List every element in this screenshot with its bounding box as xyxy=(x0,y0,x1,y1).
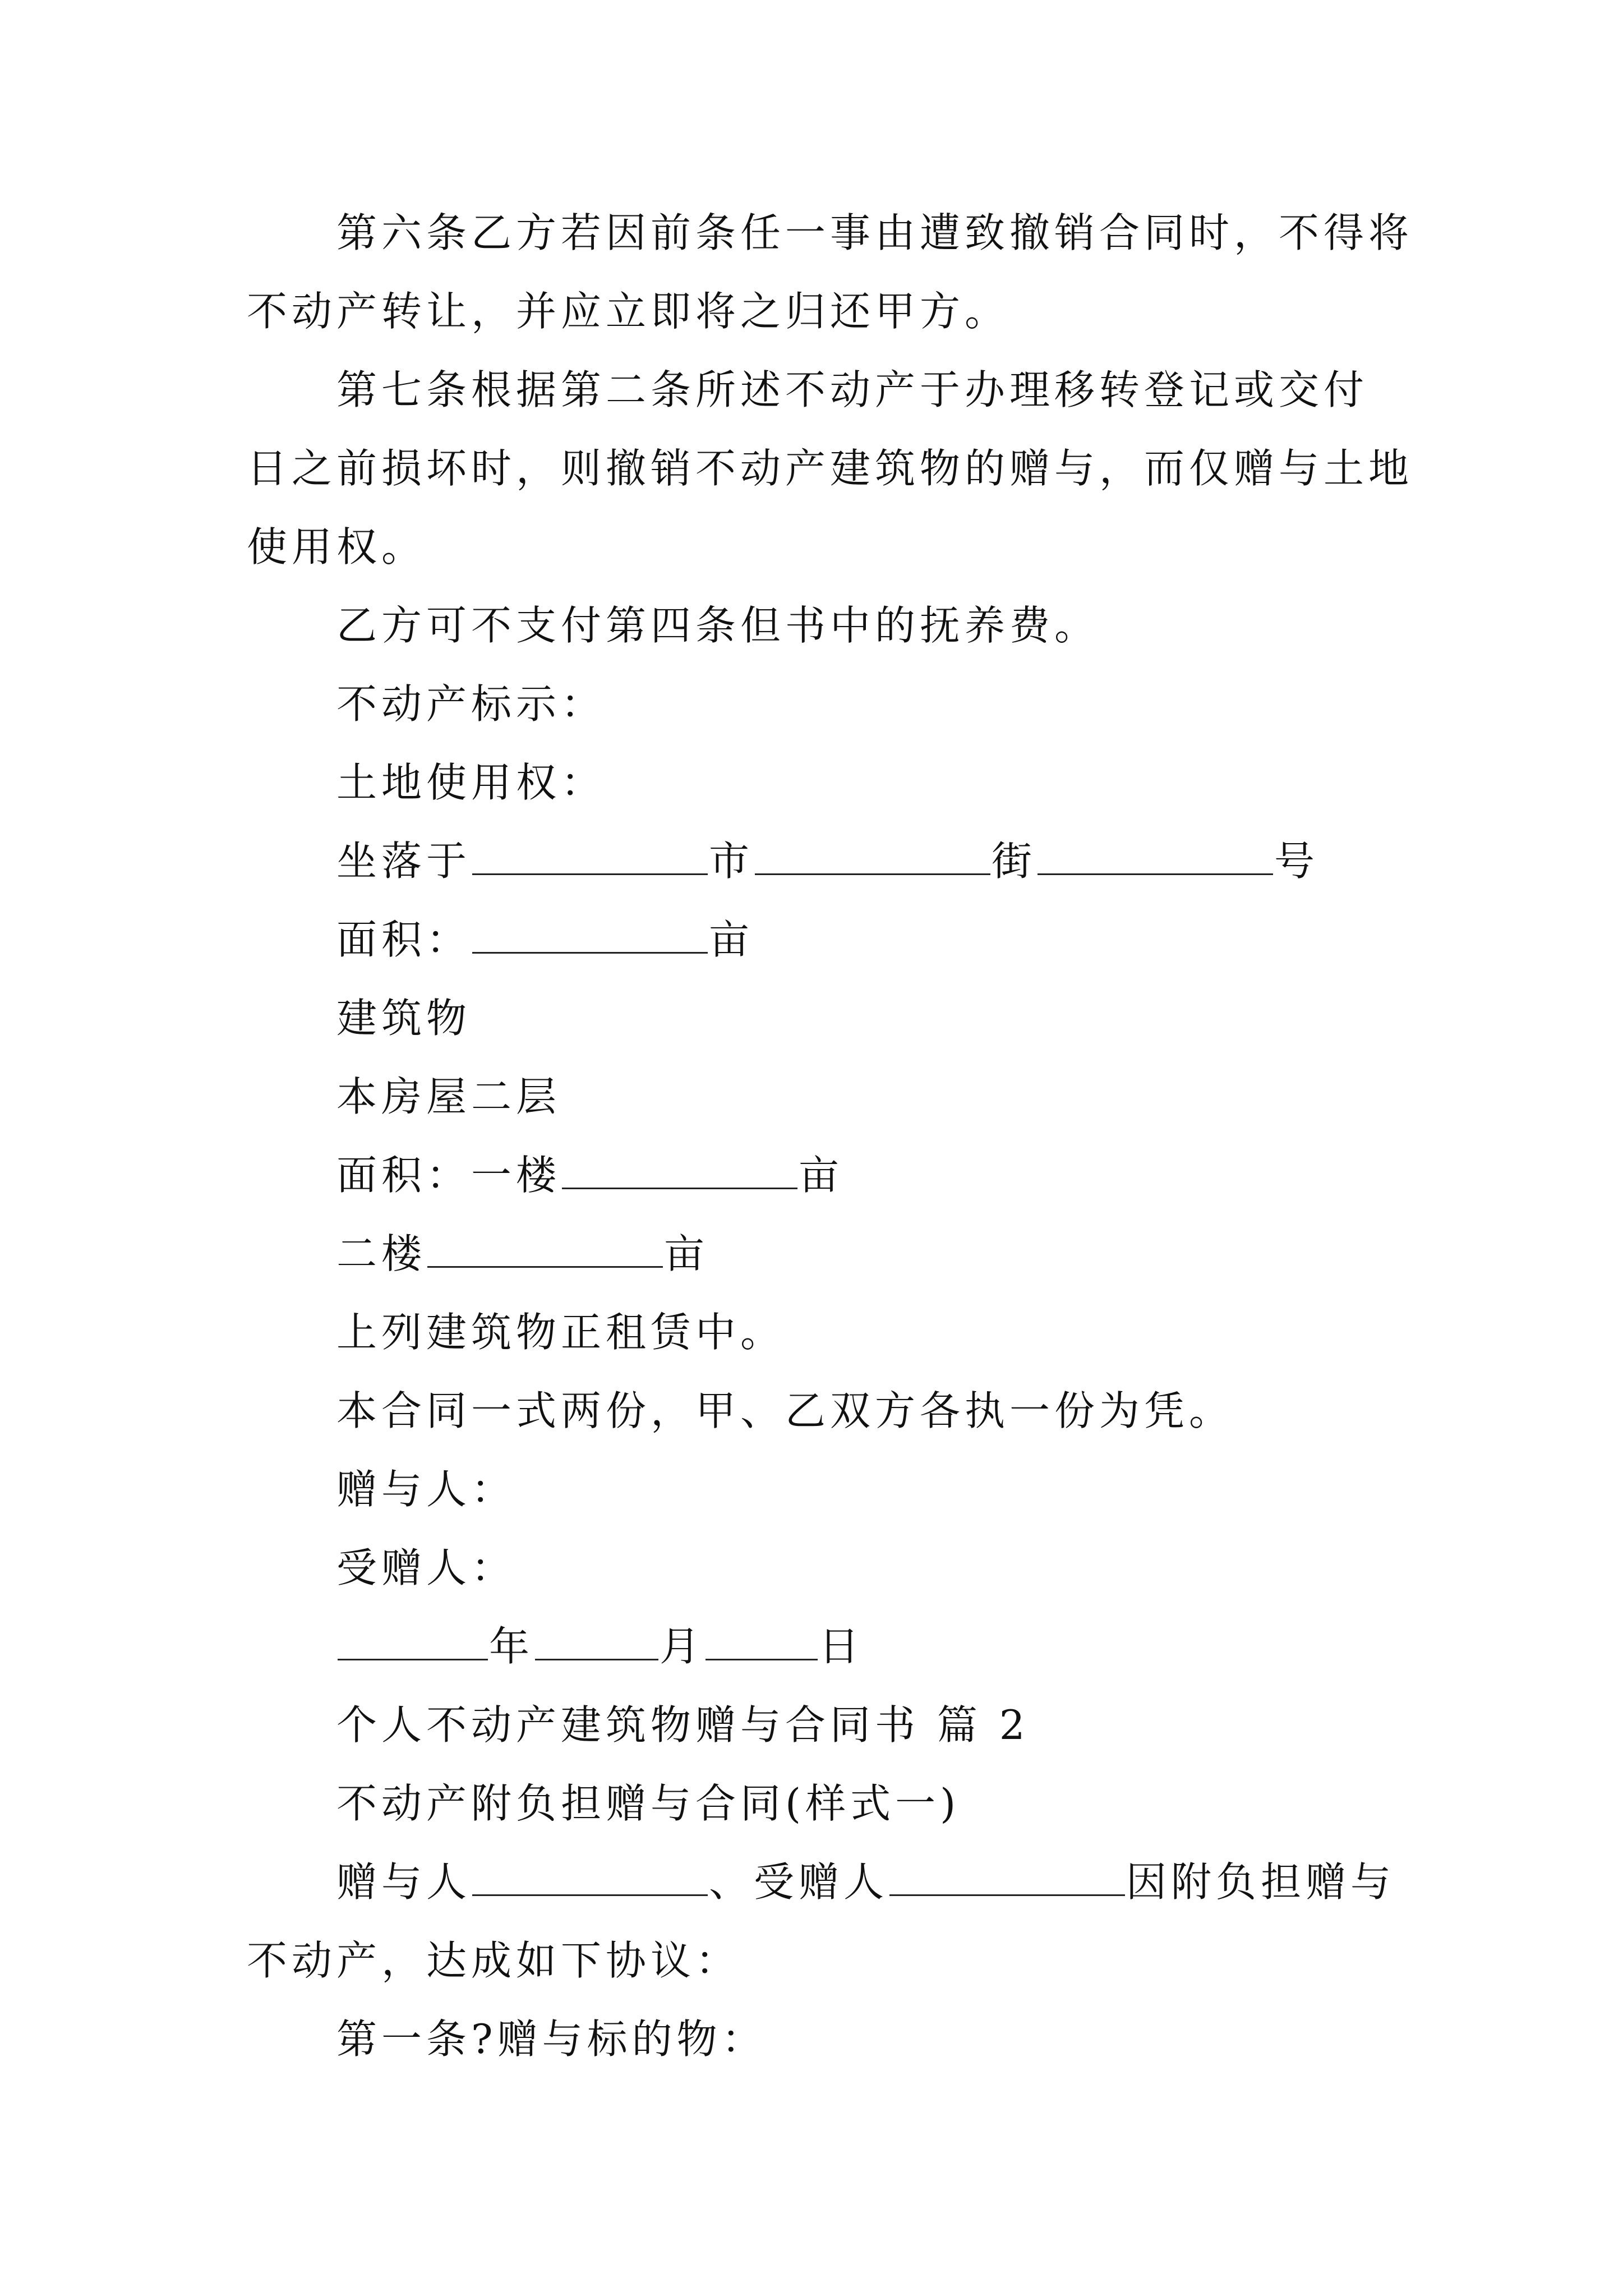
floor-2-unit: 亩 xyxy=(664,1230,709,1277)
floor-1-unit: 亩 xyxy=(799,1152,844,1199)
floor-1-label: 面积：一楼 xyxy=(336,1152,561,1199)
property-heading: 不动产标示： xyxy=(336,680,606,728)
street-blank xyxy=(755,839,990,875)
article-6-line-1: 第六条乙方若因前条任一事由遭致撤销合同时，不得将 xyxy=(336,209,1414,256)
article-7-note: 乙方可不支付第四条但书中的抚养费。 xyxy=(336,602,1100,649)
section-2-subtitle: 不动产附负担赠与合同(样式一) xyxy=(336,1780,961,1827)
month-label: 月 xyxy=(660,1623,705,1670)
intro-tail: 因附负担赠与 xyxy=(1126,1858,1396,1906)
article-1-heading: 第一条?赠与标的物： xyxy=(336,2016,767,2063)
intro-donor-label: 赠与人 xyxy=(336,1858,472,1906)
intro-donee-blank xyxy=(889,1860,1125,1896)
floor-1-blank xyxy=(562,1153,797,1189)
location-street-label: 街 xyxy=(992,838,1037,885)
land-area-blank xyxy=(472,917,708,954)
floor-2-blank xyxy=(427,1231,663,1268)
location-city-label: 市 xyxy=(709,838,754,885)
month-blank xyxy=(535,1624,658,1660)
city-blank xyxy=(472,839,708,875)
year-label: 年 xyxy=(489,1623,534,1670)
building-heading: 建筑物 xyxy=(336,995,472,1042)
article-7-line-1: 第七条根据第二条所述不动产于办理移转登记或交付 xyxy=(336,366,1369,413)
section-2-title: 个人不动产建筑物赠与合同书 篇 2 xyxy=(336,1701,1030,1749)
land-heading: 土地使用权： xyxy=(336,759,606,806)
agreement-intro-line-2: 不动产，达成如下协议： xyxy=(247,1937,741,1984)
building-floors: 本房屋二层 xyxy=(336,1073,561,1120)
donor-signature-label: 赠与人： xyxy=(336,1466,517,1513)
copies-note: 本合同一式两份，甲、乙双方各执一份为凭。 xyxy=(336,1387,1234,1434)
number-blank xyxy=(1038,839,1273,875)
date-line xyxy=(336,1618,864,1674)
location-prefix: 坐落于 xyxy=(336,838,472,885)
lease-status: 上列建筑物正租赁中。 xyxy=(336,1309,786,1356)
land-area-line xyxy=(336,912,754,968)
year-blank xyxy=(338,1624,488,1660)
location-number-label: 号 xyxy=(1274,838,1320,885)
floor-2-area-line xyxy=(336,1226,709,1282)
location-line xyxy=(336,833,1319,889)
article-6-line-2: 不动产转让，并应立即将之归还甲方。 xyxy=(247,288,1010,335)
article-7-line-2: 日之前损坏时，则撤销不动产建筑物的赠与，而仅赠与土地 xyxy=(247,445,1414,492)
donee-signature-label: 受赠人： xyxy=(336,1544,517,1591)
floor-1-area-line xyxy=(336,1147,843,1203)
article-7-line-3: 使用权。 xyxy=(247,523,427,570)
floor-2-label: 二楼 xyxy=(336,1230,427,1277)
intro-donee-label: 、受赠人 xyxy=(709,1858,889,1906)
intro-donor-blank xyxy=(472,1860,708,1896)
agreement-intro-line-1 xyxy=(336,1854,1395,1910)
day-blank xyxy=(706,1624,818,1660)
land-area-label: 面积： xyxy=(336,916,472,963)
land-area-unit: 亩 xyxy=(709,916,754,963)
day-label: 日 xyxy=(819,1623,864,1670)
